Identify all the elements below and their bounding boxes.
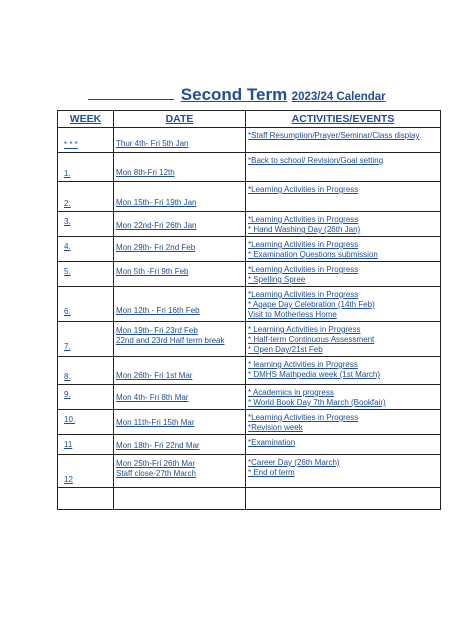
date-cell [114, 128, 246, 153]
event-line: * Half-term Continuous Assessment [248, 335, 375, 344]
event-line: *Revision week [248, 423, 303, 432]
date-cell [114, 287, 246, 322]
table-row [58, 385, 441, 410]
week-cell [58, 488, 114, 510]
week-cell [58, 357, 114, 385]
table-row [58, 262, 441, 287]
events-cell [246, 322, 441, 357]
date-cell [114, 212, 246, 237]
events-cell [246, 357, 441, 385]
week-number: 12 [64, 475, 73, 484]
week-number: 9. [64, 390, 71, 399]
date-line: 22nd and 23rd Half term break [116, 336, 225, 345]
header-week: WEEK [58, 111, 114, 128]
week-cell [58, 322, 114, 357]
date-line: Staff close-27th March [116, 469, 196, 478]
event-line: * learning Activities in Progress [248, 360, 358, 369]
week-number: 10. [64, 415, 76, 424]
title-sub: 2023/24 Calendar [291, 91, 386, 103]
week-number: 11 [64, 440, 73, 449]
events-cell [246, 212, 441, 237]
events-cell [246, 488, 441, 510]
date-cell [114, 262, 246, 287]
events-cell [246, 128, 441, 153]
week-cell [58, 182, 114, 212]
events-cell [246, 182, 441, 212]
week-cell [58, 287, 114, 322]
event-line: Visit to Motherless Home [248, 310, 337, 319]
event-line: *Learning Activities in Progress [248, 215, 359, 224]
event-line: *Learning Activities in Progress [248, 265, 359, 274]
date-line: Mon 5th -Fri 9th Feb [116, 267, 189, 276]
table-row [58, 287, 441, 322]
events-cell [246, 262, 441, 287]
title-underline-lead [88, 98, 174, 100]
date-line: Mon 25th-Fri 26th Mar [116, 459, 196, 468]
date-cell [114, 455, 246, 488]
event-line: * Hand Washing Day (26th Jan) [248, 225, 361, 234]
week-number: 8. [64, 372, 71, 381]
table-row [58, 410, 441, 435]
events-cell [246, 455, 441, 488]
week-cell [58, 237, 114, 262]
event-line: *Learning Activities in Progress [248, 290, 359, 299]
week-cell [58, 212, 114, 237]
week-cell [58, 435, 114, 455]
event-line: *Learning Activities in Progress [248, 185, 359, 194]
table-row [58, 357, 441, 385]
date-line: Mon 15th- Fri 19th Jan [116, 198, 197, 207]
week-cell [58, 128, 114, 153]
table-row [58, 237, 441, 262]
week-number: 5. [64, 267, 71, 276]
page-title [0, 85, 474, 105]
week-number: * * * [64, 140, 78, 149]
event-line: *Learning Activities in Progress [248, 240, 359, 249]
events-cell [246, 385, 441, 410]
week-cell [58, 385, 114, 410]
week-cell [58, 410, 114, 435]
table-row [58, 435, 441, 455]
event-line: *Back to school/ Revision/Goal setting [248, 156, 384, 165]
date-line: Mon 8th-Fri 12th [116, 168, 175, 177]
event-line: * Open Day/21st Feb [248, 345, 323, 354]
table-row [58, 212, 441, 237]
event-line: * Agape Day Celebration (14th Feb) [248, 300, 375, 309]
header-events: ACTIVITIES/EVENTS [246, 111, 441, 128]
week-number: 1. [64, 169, 71, 178]
event-line: *Examination [248, 438, 296, 447]
table-row [58, 128, 441, 153]
event-line: * World Book Day 7th March (Bookfair) [248, 398, 386, 407]
date-line: Mon 26th- Fri 1st Mar [116, 371, 193, 380]
date-cell [114, 435, 246, 455]
date-line: Mon 11th-Fri 15th Mar [116, 418, 195, 427]
date-cell [114, 182, 246, 212]
event-line: * DMHS Mathpedia week (1st March) [248, 370, 381, 379]
date-cell [114, 357, 246, 385]
date-line: Mon 18th- Fri 22nd Mar [116, 441, 200, 450]
event-line: *Learning Activities in Progress [248, 413, 359, 422]
event-line: *Career Day (26th March) [248, 458, 340, 467]
week-number [64, 489, 111, 493]
events-cell [246, 435, 441, 455]
header-date: DATE [114, 111, 246, 128]
date-cell [114, 385, 246, 410]
week-number: 2. [64, 199, 71, 208]
date-cell [114, 322, 246, 357]
date-line: Mon 12th - Fri 16th Feb [116, 306, 200, 315]
table-row [58, 322, 441, 357]
date-cell [114, 153, 246, 182]
calendar-body [58, 128, 441, 510]
date-line: Mon 22nd-Fri 26th Jan [116, 221, 197, 230]
week-number: 4. [64, 242, 71, 251]
title-main: Second Term [180, 85, 288, 104]
date-line: Mon 19th- Fri 23rd Feb [116, 326, 198, 335]
date-cell [114, 237, 246, 262]
event-line: *Staff Resumption/Prayer/Seminar/Class display [248, 131, 420, 140]
table-row [58, 153, 441, 182]
events-cell [246, 410, 441, 435]
event-line: * Spelling Spree [248, 275, 306, 284]
event-line: * End of term [248, 468, 295, 477]
events-cell [246, 153, 441, 182]
header-row [58, 111, 441, 128]
event-line: * Academics in progress [248, 388, 334, 397]
date-line: Mon 4th- Fri 8th Mar [116, 393, 189, 402]
calendar-table [57, 110, 441, 510]
event-line: * Learning Activities in Progress [248, 325, 361, 334]
week-cell [58, 455, 114, 488]
week-number: 6. [64, 307, 71, 316]
table-row [58, 488, 441, 510]
event-line: * Examination Questions submission [248, 250, 378, 259]
events-cell [246, 287, 441, 322]
table-row [58, 182, 441, 212]
table-row [58, 455, 441, 488]
week-cell [58, 153, 114, 182]
week-number: 7. [64, 342, 71, 351]
date-line: Mon 29th- Fri 2nd Feb [116, 243, 196, 252]
date-line: Thur 4th- Fri 5th Jan [116, 139, 189, 148]
week-number: 3. [64, 217, 71, 226]
week-cell [58, 262, 114, 287]
events-cell [246, 237, 441, 262]
date-cell [114, 488, 246, 510]
date-cell [114, 410, 246, 435]
